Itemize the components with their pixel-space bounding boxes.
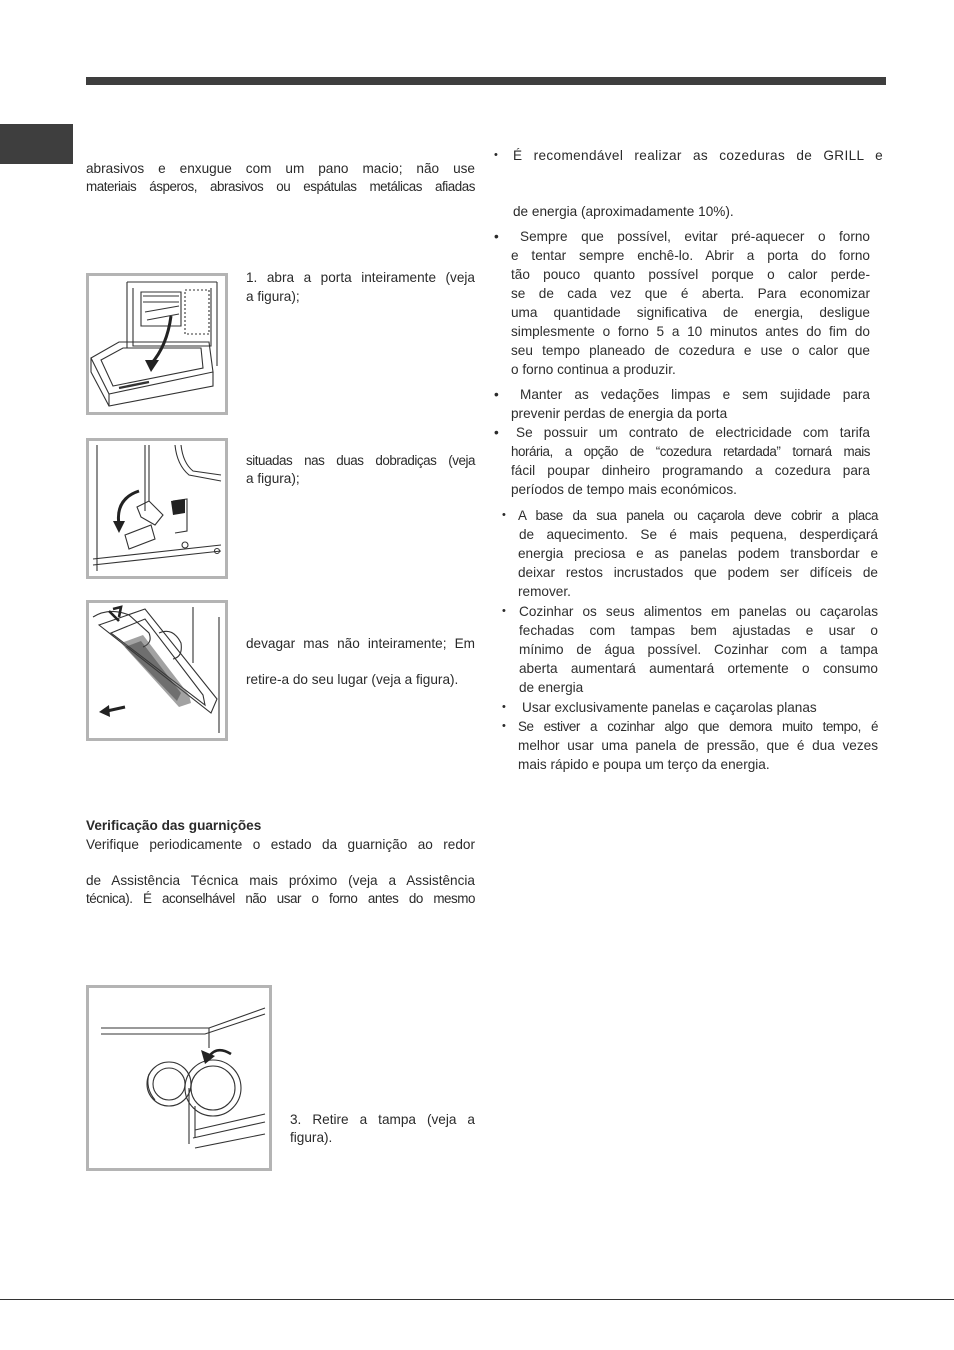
door-removal-illustration bbox=[89, 603, 225, 738]
tip-tariff-line: horária, a opção de “cozedura retardada” tornará mais bbox=[511, 444, 870, 459]
lamp-step-line-1: 3. Retire a tampa (veja a bbox=[290, 1112, 475, 1127]
lamp-step-line-2: figura). bbox=[290, 1130, 333, 1145]
header-bar bbox=[86, 77, 886, 85]
tip-pressure-cooker bbox=[518, 717, 878, 774]
tip-grill-line-2: de energia (aproximadamente 10%). bbox=[513, 204, 734, 219]
tip-preheat bbox=[511, 227, 870, 379]
figure-hinge-lever bbox=[86, 438, 228, 579]
figure-oven-door-open bbox=[86, 273, 228, 415]
language-tab bbox=[0, 124, 73, 164]
step2-line-1: situadas nas duas dobradiças (veja bbox=[246, 453, 475, 468]
tip-pressure-cooker-line: melhor usar uma panela de pressão, que é dua vezes bbox=[518, 738, 878, 753]
tip-pressure-cooker-line: mais rápido e poupa um terço da energia. bbox=[518, 757, 770, 772]
oven-door-illustration bbox=[89, 276, 225, 412]
tip-pan-size-line: energia preciosa e as panelas podem transbordar e bbox=[518, 546, 878, 561]
tip-lids-line: mínimo de água possível. Cozinhar com a tampa bbox=[519, 642, 878, 657]
step3-line-1: devagar mas não inteiramente; Em bbox=[246, 636, 475, 651]
tip-flat-pans: Usar exclusivamente panelas e caçarolas planas bbox=[522, 700, 817, 715]
tip-lids bbox=[519, 602, 878, 697]
bullet-marker: • bbox=[494, 229, 499, 244]
tip-seals-line: prevenir perdas de energia da porta bbox=[511, 406, 728, 421]
tip-pressure-cooker-line: Se estiver a cozinhar algo que demora muito tempo, é bbox=[518, 719, 878, 734]
lamp-cover-illustration bbox=[89, 988, 269, 1168]
tip-pan-size-line: remover. bbox=[518, 584, 571, 599]
tip-preheat-line: e tentar sempre enchê-lo. Abrir a porta do forno bbox=[511, 248, 870, 263]
bullet-marker: • bbox=[502, 605, 506, 617]
tip-preheat-line: uma quantidade significativa de energia, desligue bbox=[511, 305, 870, 320]
tip-lids-line: Cozinhar os seus alimentos em panelas ou caçarolas bbox=[519, 604, 878, 619]
tip-seals bbox=[511, 385, 870, 423]
tip-lids-line: aberta aumentará aumentará ortemente o consumo bbox=[519, 661, 878, 676]
bullet-marker: • bbox=[494, 149, 498, 161]
tip-preheat-line: o forno continua a produzir. bbox=[511, 362, 676, 377]
bullet-marker: • bbox=[502, 509, 506, 521]
bullet-marker: • bbox=[494, 387, 499, 402]
tip-pan-size-line: deixar restos incrustados que podem ser difíceis de bbox=[518, 565, 878, 580]
step1-line-1: 1. abra a porta inteiramente (veja bbox=[246, 270, 475, 285]
tip-pan-size-line: A base da sua panela ou caçarola deve cobrir a placa bbox=[518, 508, 878, 523]
tip-seals-line: Manter as vedações limpas e sem sujidade para bbox=[520, 387, 870, 402]
seal-line-2: de Assistência Técnica mais próximo (veja a Assistência bbox=[86, 873, 475, 888]
section-title-seals: Verificação das guarnições bbox=[86, 818, 262, 833]
tip-lids-line: fechadas com tampas bem ajustadas e usar o bbox=[519, 623, 878, 638]
tip-tariff-line: Se possuir um contrato de electricidade com tarifa bbox=[516, 425, 870, 440]
tip-tariff-line: fácil poupar dinheiro programando a cozedura para bbox=[511, 463, 870, 478]
tip-preheat-line: tão pouco quanto possível porque o calor perde- bbox=[511, 267, 870, 282]
tip-preheat-line: seu tempo planeado de cozedura e use o calor que bbox=[511, 343, 870, 358]
tip-lids-line: de energia bbox=[519, 680, 584, 695]
step3-line-2: retire-a do seu lugar (veja a figura). bbox=[246, 672, 459, 687]
bullet-marker: • bbox=[502, 720, 506, 732]
tip-pan-size-line: de aquecimento. Se é mais pequena, desperdiçará bbox=[519, 527, 878, 542]
tip-preheat-line: Sempre que possível, evitar pré-aquecer o forno bbox=[520, 229, 870, 244]
intro-line-2: materiais ásperos, abrasivos ou espátulas metálicas afiadas bbox=[86, 179, 475, 194]
tip-tariff bbox=[511, 423, 870, 499]
seal-line-3: técnica). É aconselhável não usar o forno antes do mesmo bbox=[86, 891, 475, 906]
bullet-marker: • bbox=[494, 425, 499, 440]
figure-lamp-cover bbox=[86, 985, 272, 1171]
figure-door-removal bbox=[86, 600, 228, 741]
tip-preheat-line: simplesmente o forno 5 a 10 minutos antes do fim do bbox=[511, 324, 870, 339]
tip-grill-line-1: É recomendável realizar as cozeduras de GRILL e bbox=[513, 148, 883, 163]
footer-rule bbox=[0, 1299, 954, 1300]
intro-line-1: abrasivos e enxugue com um pano macio; não use bbox=[86, 161, 475, 176]
tip-preheat-line: se de cada vez que é aberta. Para economizar bbox=[511, 286, 870, 301]
bullet-marker: • bbox=[502, 701, 506, 713]
hinge-illustration bbox=[89, 441, 225, 576]
tip-tariff-line: períodos de tempo mais económicos. bbox=[511, 482, 737, 497]
step2-line-2: a figura); bbox=[246, 471, 300, 486]
seal-line-1: Verifique periodicamente o estado da guarnição ao redor bbox=[86, 837, 475, 852]
step1-line-2: a figura); bbox=[246, 289, 300, 304]
tip-pan-size bbox=[518, 506, 878, 601]
